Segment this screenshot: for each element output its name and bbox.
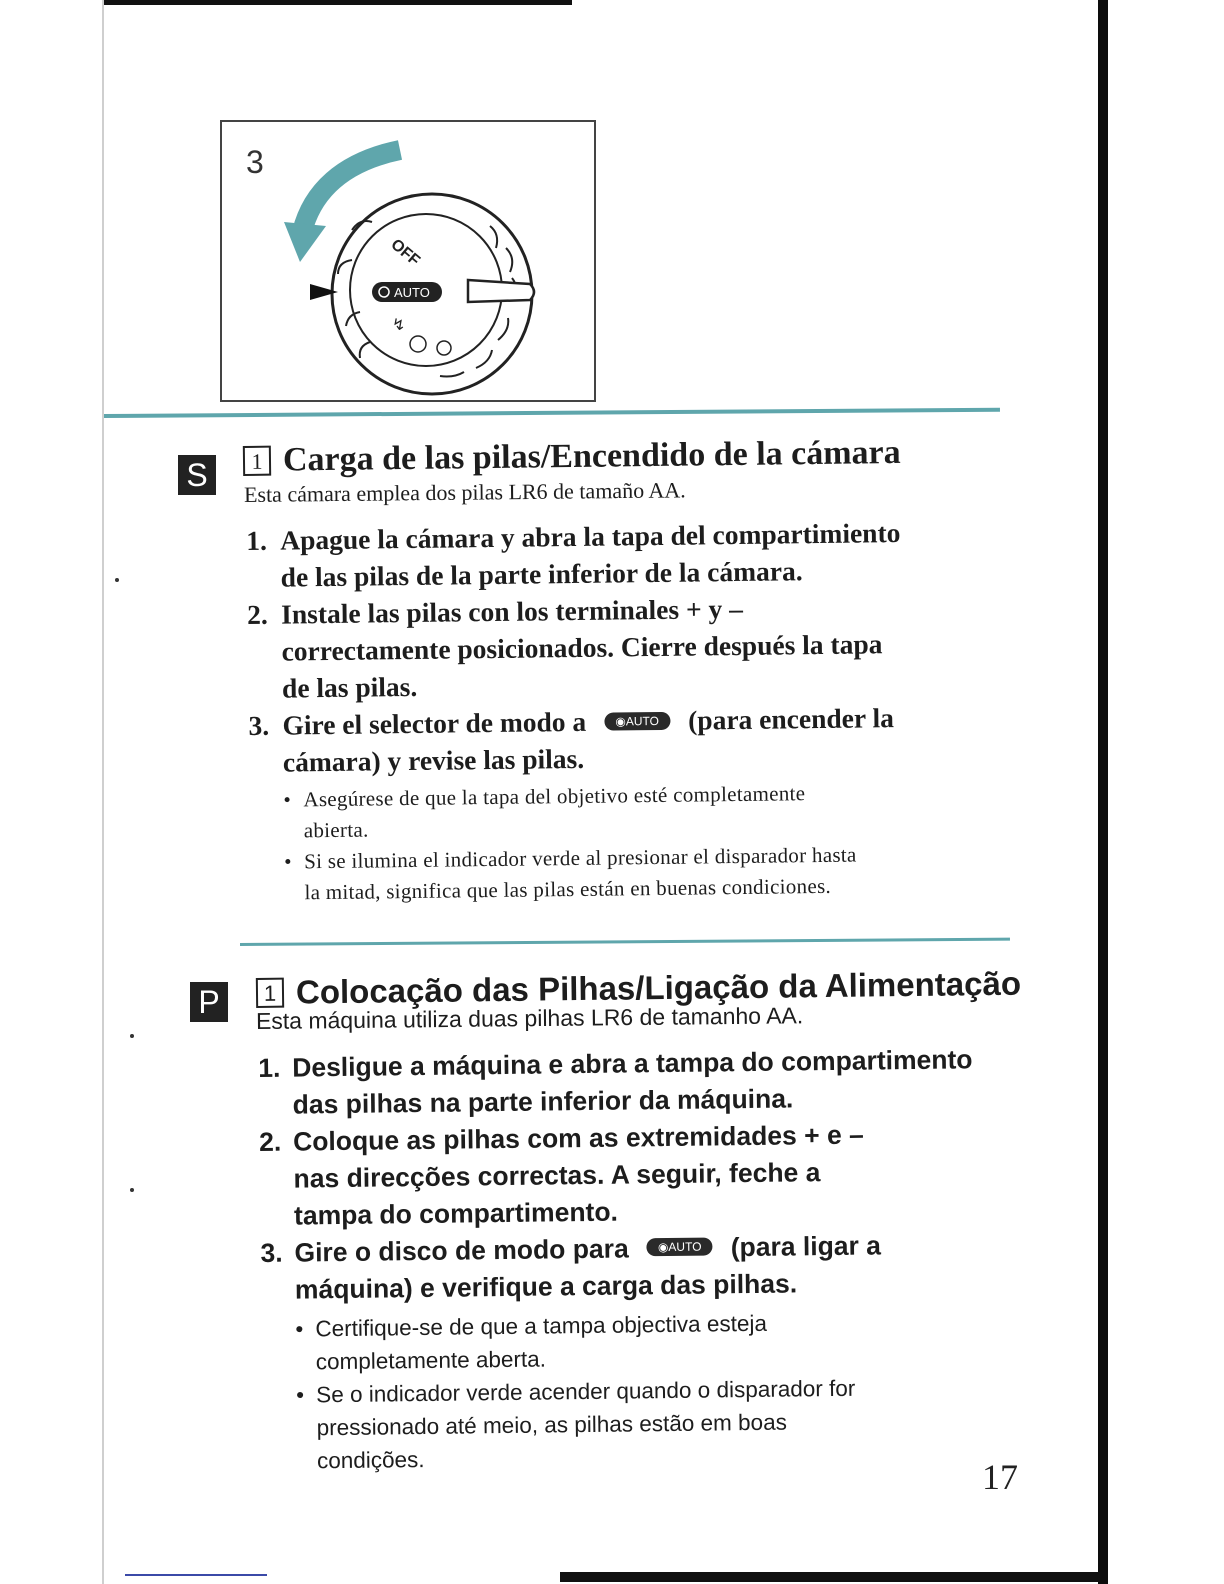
step-line: tampa do compartimento. <box>293 1196 619 1231</box>
note-item <box>295 1304 1022 1379</box>
step-number: 1. <box>258 1052 281 1083</box>
note-item <box>283 776 1010 847</box>
step-text: Gire el selector de modo a <box>282 705 587 741</box>
step-text: (para encender la <box>687 702 895 736</box>
spanish-steps <box>246 513 1011 909</box>
figure-number: 3 <box>246 144 264 180</box>
step-line: máquina) e verifique a carga das pilhas. <box>294 1268 798 1305</box>
red-eye-icon <box>410 336 426 352</box>
step-line: Instale las pilas con los terminales + y – <box>280 592 744 630</box>
step-number: 1. <box>246 524 268 556</box>
step-line: correctamente posicionados. Cierre después la tapa <box>281 628 883 667</box>
page-edge-right <box>1098 0 1108 1584</box>
auto-mode-icon: ◉AUTO <box>647 1237 713 1256</box>
step-line: nas direcções correctas. A seguir, feche a <box>293 1157 821 1194</box>
language-badge-spanish: S <box>178 455 216 495</box>
page-edge-bottom <box>560 1572 1100 1582</box>
portuguese-step-2 <box>259 1115 1020 1235</box>
step-number: 2. <box>246 598 268 630</box>
self-timer-icon <box>437 341 451 355</box>
portuguese-step-1 <box>258 1041 1019 1124</box>
page-edge-top <box>102 0 572 5</box>
step-line: das pilhas na parte inferior da máquina. <box>292 1083 794 1120</box>
mode-dial-figure <box>220 120 596 402</box>
step-line: de las pilas. <box>281 670 418 704</box>
auto-mode-icon-label: AUTO <box>668 1239 702 1255</box>
dial-off-label: OFF <box>387 236 423 270</box>
spanish-section-number: 1 <box>243 446 271 476</box>
portuguese-step-3-notes <box>295 1304 1023 1478</box>
spanish-intro: Esta cámara emplea dos pilas LR6 de tamaño AA. <box>243 477 686 507</box>
spanish-step-2 <box>247 587 1008 707</box>
page-edge-bottom-left <box>125 1574 267 1576</box>
spanish-heading <box>243 434 901 480</box>
note-line: la mitad, significa que las pilas están en buenas condiciones. <box>304 873 832 905</box>
portuguese-heading-text: Colocação das Pilhas/Ligação da Alimentação <box>295 964 1022 1011</box>
note-line: abierta. <box>303 817 369 843</box>
section-divider-middle <box>240 938 1010 946</box>
portuguese-intro: Esta máquina utiliza duas pilhas LR6 de tamanho AA. <box>255 1002 804 1034</box>
language-badge-portuguese: P <box>190 982 228 1022</box>
step-line: Apague la cámara y abra la tapa del compartimiento <box>280 517 901 556</box>
portuguese-step-3 <box>260 1226 1023 1478</box>
note-line: • Si se ilumina el indicador verde al presionar el disparador hasta <box>304 842 857 874</box>
note-line: pressionado até meio, as pilhas estão em boas <box>316 1409 788 1441</box>
note-line: • Se o indicador verde acender quando o disparador for <box>316 1375 856 1408</box>
note-item <box>296 1370 1023 1478</box>
auto-mode-icon: ◉AUTO <box>604 712 670 731</box>
page-number: 17 <box>982 1457 1018 1497</box>
note-line: completamente aberta. <box>315 1346 547 1375</box>
mode-dial-illustration <box>222 122 594 400</box>
spanish-step-1 <box>246 513 1007 596</box>
dial-auto-label: AUTO <box>394 285 430 300</box>
auto-mode-icon-label: AUTO <box>625 713 660 729</box>
portuguese-steps <box>258 1041 1023 1478</box>
margin-mark <box>115 578 119 582</box>
spanish-heading-text: Carga de las pilas/Encendido de la cámara <box>282 433 901 479</box>
portuguese-section-number: 1 <box>256 978 284 1008</box>
section-divider-top <box>104 408 1000 418</box>
step-line: Desligue a máquina e abra a tampa do compartimento <box>292 1044 973 1083</box>
margin-mark <box>130 1034 134 1038</box>
step-line: cámara) y revise las pilas. <box>282 742 585 778</box>
spanish-step-3-notes <box>283 776 1010 909</box>
step-line: Coloque as pilhas com as extremidades + e – <box>292 1119 864 1157</box>
note-line: • Asegúrese de que la tapa del objetivo esté completamente <box>303 781 806 812</box>
step-number: 2. <box>258 1126 282 1157</box>
flash-off-icon: ↯ <box>392 315 406 334</box>
step-number: 3. <box>248 709 270 741</box>
step-line: de las pilas de la parte inferior de la cámara. <box>280 555 803 593</box>
margin-mark <box>130 1188 134 1192</box>
arrow-head-icon <box>284 222 326 262</box>
step-text: Gire o disco de modo para <box>294 1233 629 1268</box>
spanish-step-3 <box>248 698 1010 909</box>
dial-lever <box>468 280 534 302</box>
note-item <box>284 838 1011 909</box>
page-edge-left <box>102 0 104 1584</box>
note-line: • Certifique-se de que a tampa objectiva esteja <box>315 1310 768 1342</box>
index-pointer-icon <box>310 284 338 300</box>
note-line: condições. <box>316 1446 425 1474</box>
step-text: (para ligar a <box>730 1230 882 1263</box>
rotate-arrow-icon <box>302 150 400 232</box>
step-number: 3. <box>260 1237 283 1268</box>
